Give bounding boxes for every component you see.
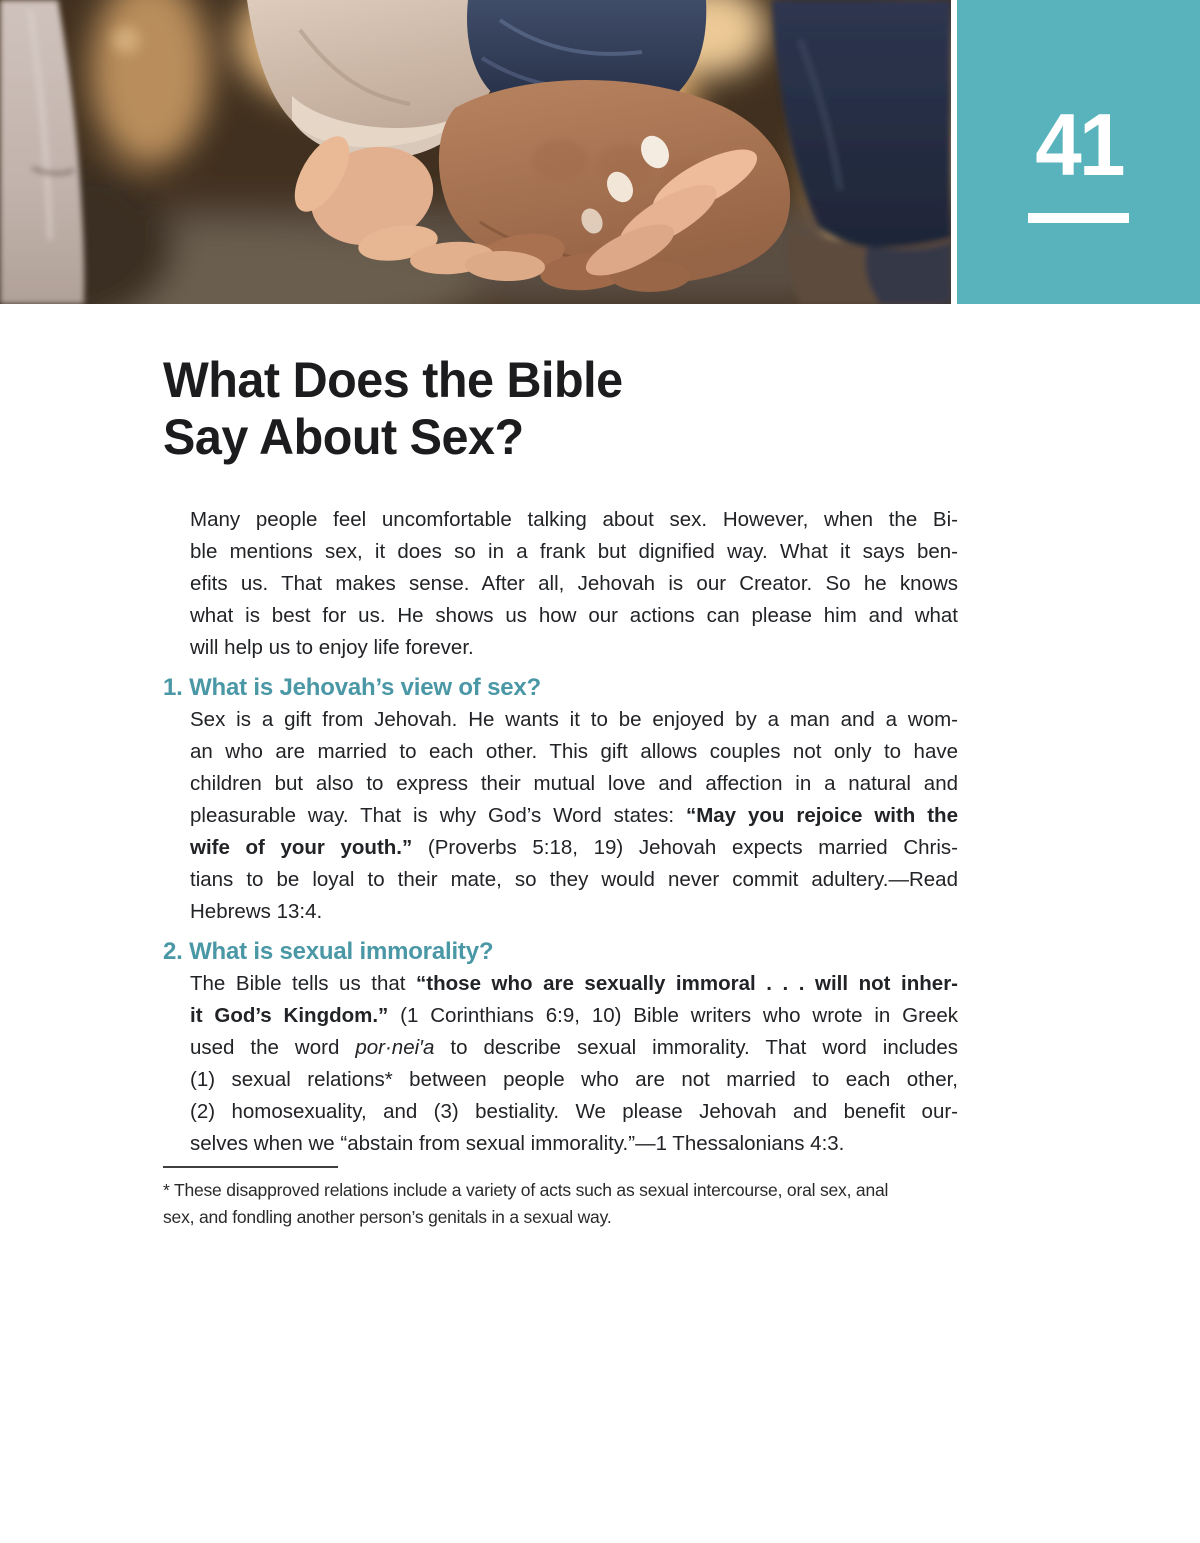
section-2-paragraph (190, 968, 958, 1160)
text-line: an who are married to each other. This gift allows couples not only to have (190, 740, 958, 763)
page-title-line-2: Say About Sex? (163, 409, 524, 465)
text-line: wife of your youth.” (Proverbs 5:18, 19) Jehovah expects married Chris- (190, 836, 958, 859)
page-title (163, 352, 934, 466)
text-line: it God’s Kingdom.” (1 Corinthians 6:9, 10) Bible writers who wrote in Greek (190, 1004, 958, 1027)
section-2-heading: 2. What is sexual immorality? (163, 938, 494, 965)
badge-underline-bar (1028, 213, 1129, 223)
lesson-number-badge (957, 0, 1200, 304)
page-title-line-1: What Does the Bible (163, 352, 623, 408)
footnote-divider (163, 1166, 338, 1168)
text-line: sex, and fondling another person’s genitals in a sexual way. (163, 1207, 612, 1227)
text-line: (2) homosexuality, and (3) bestiality. We please Jehovah and benefit our- (190, 1100, 958, 1123)
text-line: * These disapproved relations include a variety of acts such as sexual intercourse, oral sex, anal (163, 1180, 889, 1200)
article-content (163, 304, 958, 1231)
text-line: Sex is a gift from Jehovah. He wants it to be enjoyed by a man and a wom- (190, 708, 958, 731)
intro-paragraph (190, 504, 958, 664)
text-line: (1) sexual relations* between people who are not married to each other, (190, 1068, 958, 1091)
text-line: Many people feel uncomfortable talking about sex. However, when the Bi- (190, 508, 958, 531)
text-line: efits us. That makes sense. After all, Jehovah is our Creator. So he knows (190, 572, 958, 595)
man-jacket (772, 0, 951, 304)
text-line: Hebrews 13:4. (190, 900, 323, 923)
text-line: will help us to enjoy life forever. (190, 636, 474, 659)
text-line: selves when we “abstain from sexual immorality.”—1 Thessalonians 4:3. (190, 1132, 845, 1155)
text-line: what is best for us. He shows us how our actions can please him and what (190, 604, 958, 627)
holding-hands-illustration (0, 0, 951, 304)
text-line: children but also to express their mutual love and affection in a natural and (190, 772, 958, 795)
header-photo (0, 0, 951, 304)
lesson-number: 41 (1034, 95, 1123, 194)
section-1-heading: 1. What is Jehovah’s view of sex? (163, 674, 541, 701)
text-line: ble mentions sex, it does so in a frank but dignified way. What it says ben- (190, 540, 958, 563)
footnote (163, 1177, 958, 1231)
text-line: The Bible tells us that “those who are sexually immoral . . . will not inher- (190, 972, 958, 995)
text-line: tians to be loyal to their mate, so they would never commit adultery.—Read (190, 868, 958, 891)
text-line: used the word por·nei′a to describe sexual immorality. That word includes (190, 1036, 958, 1059)
section-1-paragraph (190, 704, 958, 928)
text-line: pleasurable way. That is why God’s Word states: “May you rejoice with the (190, 804, 958, 827)
